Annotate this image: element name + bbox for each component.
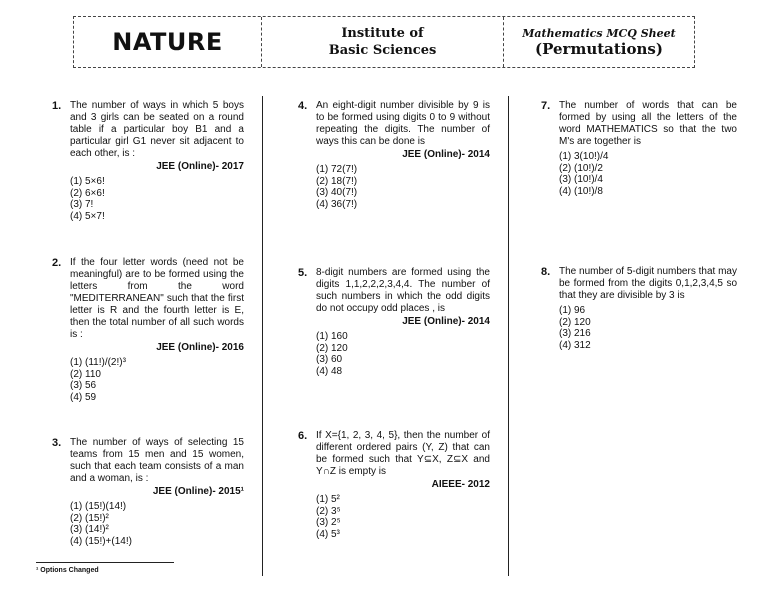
options-list (559, 305, 737, 352)
option-3: (3) (14!)² (70, 524, 109, 536)
question-source: JEE (Online)- 2017 (156, 161, 244, 172)
question-text: The number of words that can be formed by using all the letters of the word MATHEMATICS so that the two M's are together is (559, 100, 737, 147)
institute-name (261, 17, 503, 67)
question-3 (52, 437, 244, 548)
option-1: (1) 72(7!) (316, 164, 358, 175)
question-text: 8-digit numbers are formed using the digits 1,1,2,2,2,3,4,4. The number of such numbers in which the odd digits do not occupy odd places , is (316, 267, 490, 314)
options-list (316, 331, 490, 378)
brand-title: NATURE (112, 28, 223, 56)
option-1: (1) 96 (559, 305, 586, 316)
option-4: (4) 48 (316, 366, 343, 378)
question-6 (298, 430, 490, 541)
question-2 (52, 257, 244, 404)
question-text: The number of 5-digit numbers that may be formed from the digits 0,1,2,3,4,5 so that they are divisible by 3 is (559, 266, 737, 301)
option-1: (1) 160 (316, 331, 348, 342)
option-3: (3) 40(7!) (316, 187, 358, 199)
option-2: (2) 6×6! (70, 187, 105, 199)
question-number: 3. (52, 437, 62, 449)
option-1: (1) 5² (316, 494, 340, 505)
question-text: The number of ways in which 5 boys and 3 girls can be seated on a round table if a particular boy B1 and a particular girl G1 never sit adjacent to each other, is : (70, 100, 244, 159)
option-1: (1) (15!)(14!) (70, 501, 127, 512)
option-2: (2) 3⁵ (316, 505, 341, 517)
option-3: (3) 7! (70, 199, 94, 211)
question-source: JEE (Online)- 2014 (402, 149, 490, 160)
options-list (559, 151, 737, 198)
question-number: 6. (298, 430, 308, 442)
footnote-rule (36, 562, 174, 563)
question-7 (541, 100, 737, 198)
options-list (70, 501, 244, 548)
option-2: (2) 110 (70, 368, 101, 380)
question-text: An eight-digit number divisible by 9 is to be formed using digits 0 to 9 without repeating the digits. The number of ways this can be done is (316, 100, 490, 147)
question-source: AIEEE- 2012 (431, 479, 490, 490)
question-number: 5. (298, 267, 308, 279)
option-4: (4) 59 (70, 392, 97, 404)
option-3: (3) (10!)/4 (559, 174, 603, 186)
option-4: (4) (15!)+(14!) (70, 536, 132, 548)
question-number: 1. (52, 100, 62, 112)
sheet-title (503, 17, 694, 67)
option-2: (2) (15!)² (70, 512, 109, 524)
question-number: 4. (298, 100, 308, 112)
question-number: 8. (541, 266, 551, 278)
option-4: (4) 5³ (316, 529, 340, 541)
question-5 (298, 267, 490, 378)
footnote: ¹ Options Changed (36, 567, 99, 574)
option-2: (2) 18(7!) (316, 175, 358, 187)
sheet-subject: Mathematics MCQ Sheet (522, 26, 676, 40)
sheet-header (73, 16, 695, 68)
column-divider (508, 96, 509, 576)
option-2: (2) 120 (316, 342, 348, 354)
question-text: The number of ways of selecting 15 teams from 15 men and 15 women, such that each team consists of a man and a woman, is : (70, 437, 244, 484)
option-3: (3) 56 (70, 380, 97, 392)
options-list (70, 176, 244, 223)
question-text: If the four letter words (need not be meaningful) are to be formed using the letters from the word "MEDITERRANEAN" such that the first letter is R and the fourth letter is E, then the total number of all such words is : (70, 257, 244, 340)
institute-line-1: Institute of (341, 26, 424, 41)
option-1: (1) 3(10!)/4 (559, 151, 609, 162)
option-3: (3) 2⁵ (316, 517, 341, 529)
option-1: (1) (11!)/(2!)³ (70, 357, 126, 368)
question-1 (52, 100, 244, 223)
column-divider (262, 96, 263, 576)
options-list (316, 494, 490, 541)
sheet-topic: (Permutations) (535, 39, 663, 58)
option-4: (4) 5×7! (70, 211, 105, 223)
question-source: JEE (Online)- 2016 (156, 342, 244, 353)
question-number: 2. (52, 257, 62, 269)
option-4: (4) 312 (559, 340, 591, 352)
option-1: (1) 5×6! (70, 176, 105, 187)
question-8 (541, 266, 737, 352)
question-text: If X={1, 2, 3, 4, 5}, then the number of different ordered pairs (Y, Z) that can be formed such that Y⊆X, Z⊆X and Y∩Z is empty is (316, 430, 490, 477)
institute-line-2: Basic Sciences (328, 43, 437, 58)
option-3: (3) 60 (316, 354, 343, 366)
option-2: (2) (10!)/2 (559, 162, 603, 174)
options-list (316, 164, 490, 211)
option-4: (4) 36(7!) (316, 199, 358, 211)
option-3: (3) 216 (559, 328, 591, 340)
option-2: (2) 120 (559, 316, 591, 328)
question-source: JEE (Online)- 2014 (402, 316, 490, 327)
question-source: JEE (Online)- 2015¹ (152, 486, 244, 497)
option-4: (4) (10!)/8 (559, 186, 603, 198)
question-4 (298, 100, 490, 211)
options-list (70, 357, 244, 404)
question-number: 7. (541, 100, 551, 112)
